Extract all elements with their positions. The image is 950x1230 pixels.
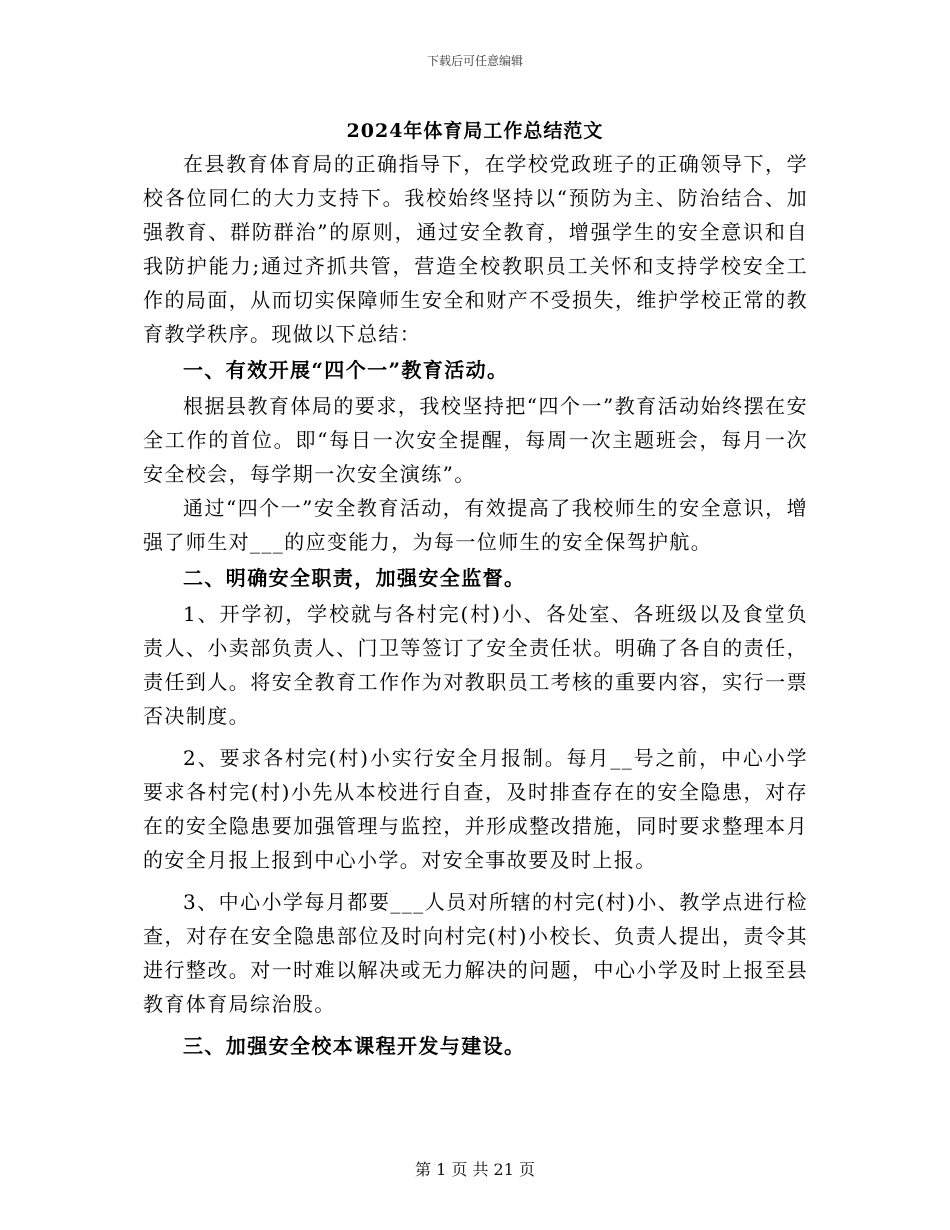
section-heading-2: 二、明确安全职责，加强安全监督。 — [183, 566, 526, 590]
body-paragraph: 通过“四个一”安全教育活动，有效提高了我校师生的安全意识，增强了师生对___的应变能力，为每一位师生的安全保驾护航。 — [143, 496, 808, 554]
page-number: 第 1 页 共 21 页 — [415, 1160, 535, 1179]
page-header-note: 下载后可任意编辑 — [426, 54, 523, 68]
section-heading-3: 三、加强安全校本课程开发与建设。 — [183, 1034, 526, 1058]
section-heading-1: 一、有效开展“四个一”教育活动。 — [183, 358, 509, 382]
body-paragraph: 根据县教育体局的要求，我校坚持把“四个一”教育活动始终摆在安全工作的首位。即“每日一次安全提醒，每周一次主题班会，每月一次安全校会，每学期一次安全演练”。 — [143, 394, 808, 486]
intro-paragraph: 在县教育体育局的正确指导下，在学校党政班子的正确领导下，学校各位同仁的大力支持下。我校始终坚持以“预防为主、防治结合、加强教育、群防群治”的原则，通过安全教育，增强学生的安全意识和自我防护能力;通过齐抓共管，营造全校教职员工关怀和支持学校安全工作的局面，从而切实保障师生安全和财产不受损失，维护学校正常的教育教学秩序。现做以下总结： — [143, 152, 808, 346]
body-paragraph: 2、要求各村完(村)小实行安全月报制。每月__号之前，中心小学要求各村完(村)小先从本校进行自查，及时排查存在的安全隐患，对存在的安全隐患要加强管理与监控，并形成整改措施，同时要求整理本月的安全月报上报到中心小学。对安全事故要及时上报。 — [143, 746, 808, 872]
body-paragraph: 3、中心小学每月都要___人员对所辖的村完(村)小、教学点进行检查，对存在安全隐患部位及时向村完(村)小校长、负责人提出，责令其进行整改。对一时难以解决或无力解决的问题，中心小学及时上报至县教育体育局综治股。 — [143, 890, 808, 1016]
document-body — [143, 147, 808, 1065]
body-paragraph: 1、开学初，学校就与各村完(村)小、各处室、各班级以及食堂负责人、小卖部负责人、门卫等签订了安全责任状。明确了各自的责任，责任到人。将安全教育工作作为对教职员工考核的重要内容，实行一票否决制度。 — [143, 602, 808, 728]
document-title: 2024年体育局工作总结范文 — [346, 120, 604, 142]
